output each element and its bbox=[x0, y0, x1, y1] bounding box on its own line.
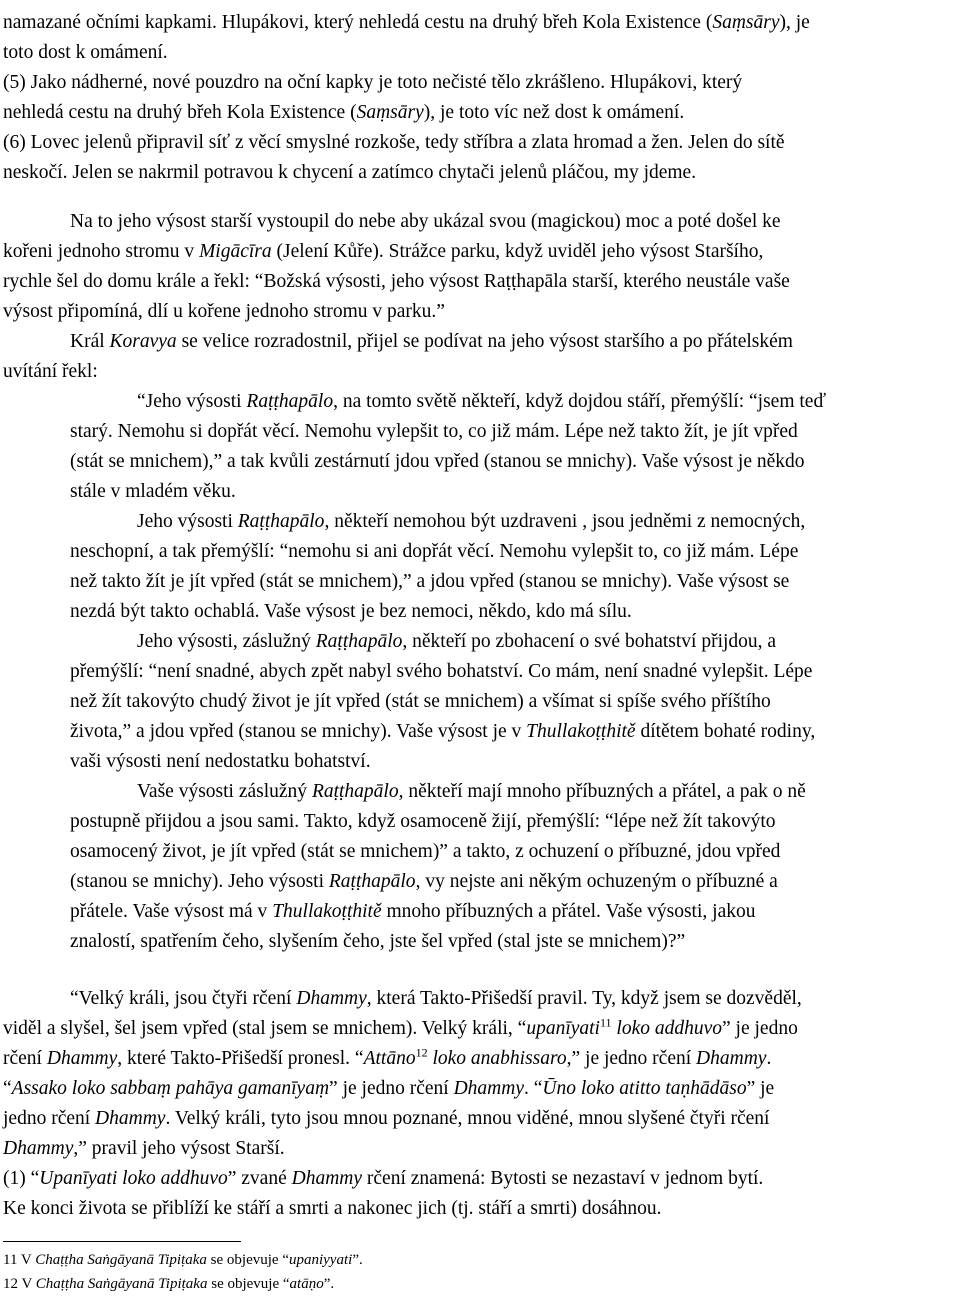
italic-term: Raṭṭhapālo bbox=[311, 781, 399, 802]
text-run: vaši výsosti není nedostatku bohatství. bbox=[70, 751, 371, 772]
italic-term: Dhammy bbox=[95, 1108, 166, 1129]
text-line bbox=[3, 38, 168, 68]
text-line bbox=[3, 237, 763, 267]
text-line bbox=[70, 477, 236, 507]
text-run: viděl a slyšel, šel jsem vpřed (stal jsem se mnichem). Velký králi, “ bbox=[3, 1018, 527, 1039]
text-line bbox=[3, 357, 98, 387]
text-line bbox=[70, 717, 815, 747]
text-line bbox=[70, 687, 771, 717]
italic-term: Dhammy bbox=[3, 1138, 74, 1159]
text-line bbox=[70, 867, 778, 897]
text-run: Jeho výsosti, záslužný bbox=[137, 631, 316, 652]
text-line bbox=[3, 297, 445, 327]
text-line bbox=[70, 927, 685, 957]
text-run: “Jeho výsosti bbox=[137, 391, 247, 412]
italic-term: Raṭṭhapālo bbox=[315, 631, 403, 652]
text-line bbox=[3, 1194, 661, 1224]
text-line bbox=[3, 128, 785, 158]
text-line bbox=[3, 1044, 771, 1074]
text-line bbox=[70, 567, 789, 597]
text-run: mnoho příbuzných a přátel. Vaše výsosti, jakou bbox=[381, 901, 756, 922]
text-run: 12 V bbox=[3, 1276, 36, 1292]
text-run: , někteří mají mnoho příbuzných a přátel, a pak o ně bbox=[398, 781, 806, 802]
text-run: . “ bbox=[523, 1078, 543, 1099]
italic-term: Chaṭṭha Saṅgāyanā Tipiṭaka bbox=[35, 1276, 208, 1292]
text-line bbox=[70, 837, 780, 867]
text-line bbox=[70, 447, 805, 477]
text-run: se velice rozradostnil, přijel se podívat na jeho výsost staršího a po přátelském bbox=[176, 331, 793, 352]
text-run: stále v mladém věku. bbox=[70, 481, 236, 502]
text-run: přemýšlí: “není snadné, abych zpět nabyl svého bohatství. Co mám, není snadné vylepšit. Lépe bbox=[70, 661, 813, 682]
text-run: rčení bbox=[3, 1048, 47, 1069]
text-run: dítětem bohaté rodiny, bbox=[635, 721, 816, 742]
text-run: namazané očními kapkami. Hlupákovi, který nehledá cestu na druhý břeh Kola Existence ( bbox=[3, 12, 713, 33]
text-line bbox=[3, 1014, 798, 1044]
text-run: se objevuje “ bbox=[207, 1276, 290, 1292]
text-line bbox=[3, 158, 696, 188]
italic-term: Ūno loko atitto taṇhādāso bbox=[542, 1078, 747, 1099]
text-run: (stanou se mnichy). Jeho výsosti bbox=[70, 871, 329, 892]
text-run: . bbox=[766, 1048, 772, 1069]
text-run: neschopní, a tak přemýšlí: “nemohu si ani dopřát věcí. Nemohu vylepšit to, co již mám. Lépe bbox=[70, 541, 799, 562]
italic-term: Upanīyati loko addhuvo bbox=[39, 1168, 228, 1189]
text-run: ”. bbox=[323, 1276, 335, 1292]
text-run: než takto žít je jít vpřed (stát se mnichem),” a jdou vpřed (stanou se mnichy). Vaše výsost se bbox=[70, 571, 790, 592]
text-run: rychle šel do domu krále a řekl: “Božská výsosti, jeho výsost Raṭṭhapāla starší, kterého neustále vaše bbox=[3, 271, 790, 292]
text-run: rčení znamená: Bytosti se nezastaví v jednom bytí. bbox=[362, 1168, 764, 1189]
text-run: osamocený život, je jít vpřed (stát se mnichem)” a takto, z ochuzení o příbuzné, jdou vpřed bbox=[70, 841, 781, 862]
italic-term: upaniyyati bbox=[288, 1252, 353, 1268]
text-run: nezdá být takto ochablá. Vaše výsost je bez nemoci, někdo, kdo má sílu. bbox=[70, 601, 632, 622]
text-line bbox=[3, 267, 790, 297]
text-run: (stát se mnichem),” a tak kvůli zestárnutí jdou vpřed (stanou se mnichy). Vaše výsost je někdo bbox=[70, 451, 805, 472]
text-run: Ke konci života se přiblíží ke stáří a smrti a nakonec jich (tj. stáří a smrti) dosáhnou. bbox=[3, 1198, 662, 1219]
footnote bbox=[3, 1273, 334, 1295]
text-line bbox=[70, 657, 812, 687]
italic-term: Raṭṭhapālo bbox=[237, 511, 325, 532]
text-run: (1) “ bbox=[3, 1168, 40, 1189]
text-run: “Velký králi, jsou čtyři rčení bbox=[70, 988, 297, 1009]
italic-term: Dhammy bbox=[46, 1048, 118, 1069]
text-run: nehledá cestu na druhý břeh Kola Existence ( bbox=[3, 102, 357, 123]
text-run: Vaše výsosti záslužný bbox=[137, 781, 312, 802]
text-line bbox=[3, 1104, 769, 1134]
text-line bbox=[137, 777, 806, 807]
text-run: , někteří po zbohacení o své bohatství přijdou, a bbox=[402, 631, 777, 652]
italic-term: Dhammy bbox=[296, 988, 367, 1009]
footnote-ref: 11 bbox=[599, 1015, 612, 1030]
text-run: ”. bbox=[352, 1252, 363, 1268]
text-run: , které Takto-Přišedší pronesl. “ bbox=[117, 1048, 364, 1069]
text-run: ,” pravil jeho výsost Starší. bbox=[73, 1138, 285, 1159]
text-run: než žít takovýto chudý život je jít vpřed (stát se mnichem) a všímat si spíše svého příštího bbox=[70, 691, 771, 712]
text-run: ” je bbox=[746, 1078, 775, 1099]
text-line bbox=[70, 597, 632, 627]
text-line bbox=[3, 1134, 285, 1164]
text-run: uvítání řekl: bbox=[3, 361, 98, 382]
text-run: , vy nejste ani někým ochuzeným o příbuzné a bbox=[415, 871, 778, 892]
text-run: postupně přijdou a jsou sami. Takto, když osamoceně žijí, přemýšlí: “lépe než žít takovýto bbox=[70, 811, 776, 832]
text-line bbox=[70, 537, 798, 567]
text-run: ,” je jedno rčení bbox=[566, 1048, 697, 1069]
text-run: (6) Lovec jelenů připravil síť z věcí smyslné rozkoše, tedy stříbra a zlata hromad a žen. Jelen do sítě bbox=[3, 132, 785, 153]
footnote bbox=[3, 1249, 363, 1271]
text-run: jedno rčení bbox=[3, 1108, 96, 1129]
text-line bbox=[70, 417, 798, 447]
text-run: neskočí. Jelen se nakrmil potravou k chycení a zatímco chytači jelenů pláčou, my jdeme. bbox=[3, 162, 697, 183]
text-line bbox=[70, 807, 776, 837]
italic-term: Attāno bbox=[363, 1048, 416, 1069]
text-run: , někteří nemohou být uzdraveni , jsou jedněmi z nemocných, bbox=[324, 511, 806, 532]
italic-term: Migācīra bbox=[199, 241, 272, 262]
text-run: ” je jedno bbox=[722, 1018, 798, 1039]
text-run: , na tomto světě někteří, když dojdou stáří, přemýšlí: “jsem teď bbox=[333, 391, 827, 412]
italic-term: Koravya bbox=[109, 331, 177, 352]
text-run: (Jelení Kůře). Strážce parku, když uviděl jeho výsost Staršího, bbox=[271, 241, 764, 262]
italic-term: Dhammy bbox=[453, 1078, 524, 1099]
text-run: přátele. Vaše výsost má v bbox=[70, 901, 273, 922]
text-run: toto dost k omámení. bbox=[3, 42, 168, 63]
text-run: ” zvané bbox=[227, 1168, 292, 1189]
text-run: Král bbox=[70, 331, 110, 352]
italic-term: upanīyati bbox=[526, 1018, 600, 1039]
italic-term: Raṭṭhapālo bbox=[328, 871, 416, 892]
text-run: ), je bbox=[779, 12, 810, 33]
text-run: 11 V bbox=[3, 1252, 36, 1268]
italic-term: Thullakoṭṭhitě bbox=[272, 901, 382, 922]
text-run: života,” a jdou vpřed (stanou se mnichy). Vaše výsost je v bbox=[70, 721, 527, 742]
text-run: starý. Nemohu si dopřát věcí. Nemohu vylepšit to, co již mám. Lépe než takto žít, je jít vpřed bbox=[70, 421, 798, 442]
italic-term: Saṃsāry bbox=[356, 102, 424, 123]
italic-term: Dhammy bbox=[291, 1168, 363, 1189]
text-line bbox=[137, 507, 805, 537]
text-run: Jeho výsosti bbox=[137, 511, 238, 532]
text-run: (5) Jako nádherné, nové pouzdro na oční kapky je toto nečisté tělo zkrášleno. Hlupákovi, který bbox=[3, 72, 743, 93]
italic-term: atāṇo bbox=[289, 1276, 324, 1292]
text-line bbox=[3, 98, 684, 128]
text-run: se objevuje “ bbox=[206, 1252, 289, 1268]
text-run: “ bbox=[3, 1078, 12, 1099]
footnote-separator bbox=[3, 1241, 241, 1242]
text-line bbox=[3, 8, 810, 38]
text-run: výsost připomíná, dlí u kořene jednoho stromu v parku.” bbox=[3, 301, 445, 322]
text-line bbox=[137, 627, 776, 657]
text-line bbox=[70, 897, 755, 927]
italic-term: Assako loko sabbaṃ pahāya gamanīyaṃ bbox=[11, 1078, 330, 1099]
italic-term: loko addhuvo bbox=[611, 1018, 723, 1039]
text-run: Na to jeho výsost starší vystoupil do nebe aby ukázal svou (magickou) moc a poté došel ke bbox=[70, 211, 781, 232]
text-line bbox=[70, 207, 781, 237]
italic-term: loko anabhissaro bbox=[427, 1048, 567, 1069]
text-line bbox=[70, 747, 371, 777]
text-line bbox=[3, 1074, 774, 1104]
italic-term: Dhammy bbox=[696, 1048, 767, 1069]
italic-term: Saṃsāry bbox=[712, 12, 780, 33]
text-line bbox=[70, 984, 802, 1014]
text-run: kořeni jednoho stromu v bbox=[3, 241, 200, 262]
text-line bbox=[70, 327, 793, 357]
text-run: ” je jedno rčení bbox=[329, 1078, 454, 1099]
text-run: ), je toto víc než dost k omámení. bbox=[423, 102, 685, 123]
text-run: . Velký králi, tyto jsou mnou poznané, mnou viděné, mnou slyšené čtyři rčení bbox=[165, 1108, 770, 1129]
text-run: , která Takto-Přišedší pravil. Ty, když jsem se dozvěděl, bbox=[366, 988, 802, 1009]
italic-term: Thullakoṭṭhitě bbox=[526, 721, 636, 742]
footnote-ref: 12 bbox=[415, 1045, 428, 1060]
text-line bbox=[137, 387, 826, 417]
text-run: znalostí, spatřením čeho, slyšením čeho, jste šel vpřed (stal jste se mnichem)?” bbox=[70, 931, 686, 952]
text-line bbox=[3, 1164, 763, 1194]
text-line bbox=[3, 68, 742, 98]
italic-term: Chaṭṭha Saṅgāyanā Tipiṭaka bbox=[35, 1252, 207, 1268]
italic-term: Raṭṭhapālo bbox=[246, 391, 334, 412]
